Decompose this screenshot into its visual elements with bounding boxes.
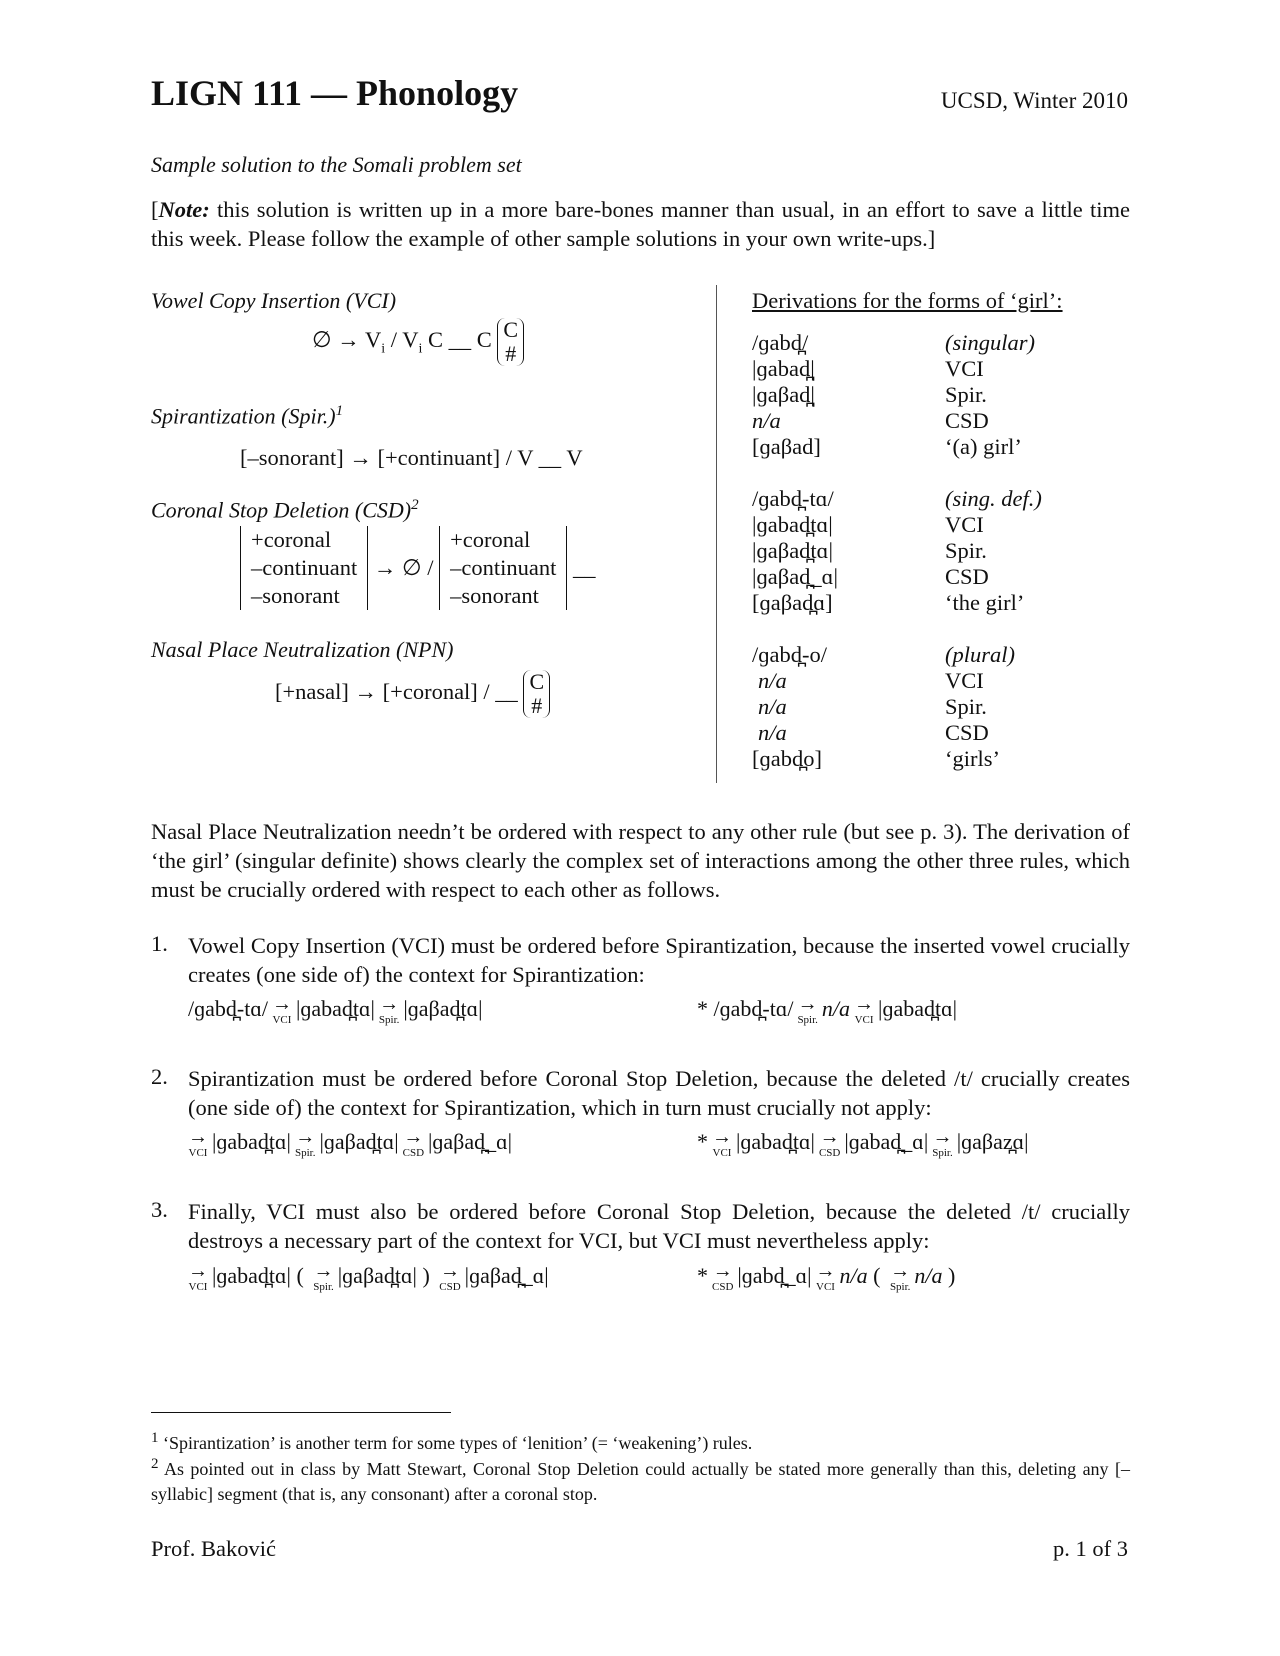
deriv-form: |ɡaβad̪_ɑ| bbox=[752, 564, 838, 589]
arrow-icon: → CSD bbox=[402, 1126, 425, 1159]
item-number: 1. bbox=[151, 931, 168, 956]
good-ordering-example: → VCI |ɡabad̪tɑ| ( → Spir. |ɡaβad̪tɑ| ) → CSD |ɡaβad̪_ɑ| bbox=[188, 1260, 549, 1293]
arrow-icon: → Spir. bbox=[889, 1260, 911, 1293]
npn-rule-name: Nasal Place Neutralization (NPN) bbox=[151, 637, 454, 662]
arrow-icon: → Spir. bbox=[932, 1126, 953, 1159]
deriv-label: ‘girls’ bbox=[945, 746, 1000, 771]
deriv-form: n/a bbox=[758, 668, 787, 693]
deriv-form: |ɡabad̪| bbox=[752, 356, 815, 381]
derivation-group-sing-def bbox=[752, 486, 838, 616]
arrow-icon: → VCI bbox=[271, 993, 292, 1026]
arrow-icon: → CSD bbox=[439, 1260, 461, 1293]
vci-rule-name: Vowel Copy Insertion (VCI) bbox=[151, 288, 397, 313]
deriv-label: VCI bbox=[945, 668, 984, 693]
footer-author: Prof. Baković bbox=[151, 1536, 276, 1561]
item-text: Vowel Copy Insertion (VCI) must be ordered before Spirantization, because the inserted vowel crucially creates (one side of) the context for Spirantization: bbox=[188, 933, 1130, 987]
vci-context-brace: C # bbox=[497, 318, 524, 366]
npn-context-brace: C # bbox=[523, 670, 550, 718]
deriv-label: ‘(a) girl’ bbox=[945, 434, 1022, 459]
bad-ordering-example: * → CSD |ɡabd̪_ɑ| → VCI n/a ( → Spir. n/a ) bbox=[697, 1260, 956, 1293]
csd-formula: +coronal –continuant –sonorant → ∅ / +coronal –continuant –sonorant __ bbox=[240, 526, 595, 610]
arrow-icon: → Spir. bbox=[378, 993, 400, 1026]
deriv-label: CSD bbox=[945, 408, 989, 433]
deriv-label: Spir. bbox=[945, 382, 987, 407]
deriv-label: CSD bbox=[945, 720, 989, 745]
arrow-icon: → CSD bbox=[712, 1260, 734, 1293]
derivation-labels-sing-def bbox=[945, 486, 1042, 616]
column-divider bbox=[716, 285, 717, 783]
item-number: 3. bbox=[151, 1197, 168, 1222]
note-label: Note: bbox=[158, 197, 210, 222]
arrow-icon: → VCI bbox=[188, 1126, 208, 1159]
deriv-form: |ɡaβad̪| bbox=[752, 382, 815, 407]
deriv-form: /ɡabd̪-o/ bbox=[752, 642, 827, 667]
deriv-form: [ɡaβad̪ɑ] bbox=[752, 590, 833, 615]
good-ordering-example: /ɡabd̪-tɑ/ → VCI |ɡabad̪tɑ| → Spir. |ɡaβad̪tɑ| bbox=[188, 993, 483, 1026]
spir-formula: [–sonorant] → [+continuant] / V __ V bbox=[240, 445, 583, 470]
deriv-label: (singular) bbox=[945, 330, 1035, 355]
csd-rule-name: Coronal Stop Deletion (CSD)$^2$ bbox=[151, 497, 419, 523]
discussion-paragraph: Nasal Place Neutralization needn’t be ordered with respect to any other rule (but see p. 3). The derivation of ‘the girl’ (singular definite) shows clearly the complex set of interactions among the other three rules, which must be crucially ordered with respect to each other as follows. bbox=[151, 819, 1130, 902]
note-paragraph: [Note: this solution is written up in a more bare-bones manner than usual, in an effort to save a little time this week. Please follow the example of other sample solutions in your own write-ups.] bbox=[151, 197, 1130, 251]
footnote-2: $^2$ As pointed out in class by Matt Stewart, Coronal Stop Deletion could actually be stated more generally than this, deleting any [–syllabic] segment (that is, any consonant) after a coronal stop. bbox=[151, 1456, 1130, 1504]
arrow-icon: → VCI bbox=[712, 1126, 732, 1159]
item-text: Finally, VCI must also be ordered before Coronal Stop Deletion, because the deleted /t/ crucially destroys a necessary part of the context for VCI, but VCI must nevertheless apply: bbox=[188, 1199, 1130, 1253]
good-ordering-example: → VCI |ɡabad̪tɑ| → Spir. |ɡaβad̪tɑ| → CSD |ɡaβad̪_ɑ| bbox=[188, 1126, 513, 1159]
item-number: 2. bbox=[151, 1064, 168, 1089]
footer-page-number: p. 1 of 3 bbox=[1053, 1536, 1128, 1561]
deriv-label: Spir. bbox=[945, 538, 987, 563]
derivation-group-singular bbox=[752, 330, 821, 460]
deriv-label: (plural) bbox=[945, 642, 1015, 667]
npn-formula: [+nasal] → [+coronal] / __ C # bbox=[275, 670, 550, 718]
deriv-form: |ɡabad̪tɑ| bbox=[752, 512, 833, 537]
deriv-form: n/a bbox=[752, 408, 781, 433]
deriv-label: VCI bbox=[945, 512, 984, 537]
bad-ordering-example: * /ɡabd̪-tɑ/ → Spir. n/a → VCI |ɡabad̪tɑ| bbox=[697, 993, 958, 1026]
deriv-form: [ɡabd̪o] bbox=[752, 746, 822, 771]
csd-context-matrix: +coronal –continuant –sonorant bbox=[439, 526, 567, 610]
deriv-label: ‘the girl’ bbox=[945, 590, 1025, 615]
page-title: LIGN 111 — Phonology bbox=[151, 73, 519, 113]
spir-rule-name: Spirantization (Spir.)$^1$ bbox=[151, 403, 344, 429]
arrow-icon: → Spir. bbox=[313, 1260, 334, 1293]
deriv-form: |ɡaβad̪tɑ| bbox=[752, 538, 833, 563]
bad-ordering-example: * → VCI |ɡabad̪tɑ| → CSD |ɡabad̪_ɑ| → Spir. |ɡaβaz̪ɑ| bbox=[697, 1126, 1029, 1159]
arrow-icon: → Spir. bbox=[294, 1126, 316, 1159]
csd-target-matrix: +coronal –continuant –sonorant bbox=[240, 526, 368, 610]
institution-date: UCSD, Winter 2010 bbox=[940, 88, 1128, 113]
arrow-icon: → VCI bbox=[188, 1260, 208, 1293]
derivation-group-plural bbox=[752, 642, 827, 772]
arrow-icon: → Spir. bbox=[797, 993, 818, 1026]
footnote-divider bbox=[151, 1412, 451, 1413]
deriv-form: n/a bbox=[758, 694, 787, 719]
arrow-icon: → CSD bbox=[818, 1126, 841, 1159]
derivation-labels-singular bbox=[945, 330, 1035, 460]
deriv-form: n/a bbox=[758, 720, 787, 745]
vci-formula: ∅ → $V_i / V_i$ C __ C C # bbox=[312, 318, 524, 366]
footnote-1: $^1$ ‘Spirantization’ is another term for some types of ‘lenition’ (= ‘weakening’) rules. bbox=[151, 1430, 753, 1453]
deriv-form: /ɡabd̪/ bbox=[752, 330, 809, 355]
derivation-labels-plural bbox=[945, 642, 1015, 772]
deriv-label: CSD bbox=[945, 564, 989, 589]
arrow-icon: → VCI bbox=[815, 1260, 836, 1293]
arrow-icon: → VCI bbox=[854, 993, 875, 1026]
derivations-heading: Derivations for the forms of ‘girl’: bbox=[752, 288, 1063, 313]
deriv-label: Spir. bbox=[945, 694, 987, 719]
deriv-form: [ɡaβad] bbox=[752, 434, 821, 459]
deriv-form: /ɡabd̪-tɑ/ bbox=[752, 486, 834, 511]
note-text: this solution is written up in a more bare-bones manner than usual, in an effort to save a little time this week. Please follow the example of other sample solutions in your own write-ups.] bbox=[151, 197, 1130, 251]
document-subtitle: Sample solution to the Somali problem set bbox=[151, 152, 522, 177]
deriv-label: VCI bbox=[945, 356, 984, 381]
deriv-label: (sing. def.) bbox=[945, 486, 1042, 511]
item-text: Spirantization must be ordered before Coronal Stop Deletion, because the deleted /t/ crucially creates (one side of) the context for Spirantization, which in turn must crucially not apply: bbox=[188, 1066, 1130, 1120]
